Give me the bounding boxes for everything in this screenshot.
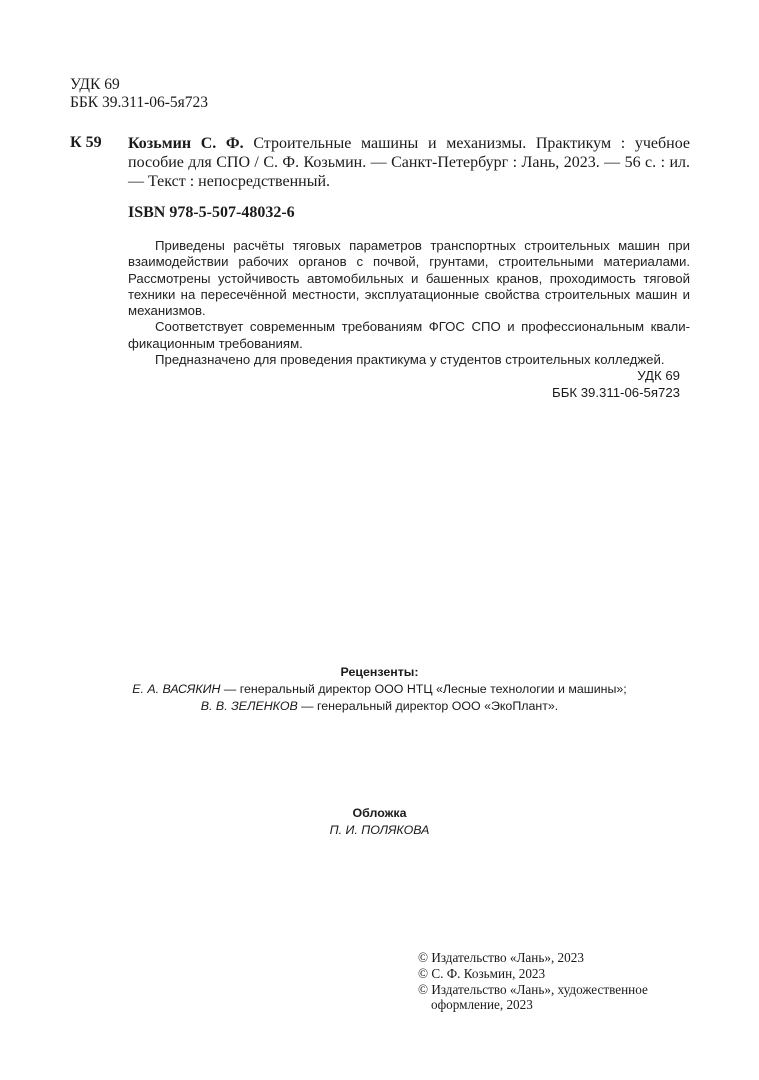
annotation [128, 238, 690, 368]
reviewers-block [0, 664, 759, 715]
annotation-paragraph: Предназначено для проведения практикума у студентов строительных колледжей. [155, 352, 665, 368]
cover-designer: П. И. ПОЛЯКОВА [329, 823, 430, 837]
top-classification [70, 76, 208, 112]
reviewer-line [0, 681, 759, 698]
reviewer-name: В. В. ЗЕЛЕНКОВ [200, 699, 298, 713]
annotation-paragraph: Соответствует современным требованиям ФГОС СПО и профессиональным квали-фикационным требованиям. [128, 319, 690, 351]
author-mark: К 59 [70, 134, 102, 151]
copyright-block [418, 950, 698, 1013]
annotation-paragraph: Приведены расчёты тяговых параметров транспортных строительных машин при взаимодействии рабочих органов с почвой, грунтами, строительными материалами. Рассмотрены устойчивость автомобильных и башенных кранов, проходимость тяговой техники на пересечённой местности, эксплуатационные свойства строительных машин и механизмов. [128, 238, 690, 319]
entry-author: Козьмин С. Ф. [128, 135, 244, 152]
copyright-line: © С. Ф. Козьмин, 2023 [418, 965, 546, 981]
cover-heading: Обложка [352, 806, 407, 820]
bbk-code: ББК 39.311-06-5я723 [552, 385, 680, 400]
reviewer-name: Е. А. ВАСЯКИН [132, 682, 221, 696]
udk-code: УДК 69 [70, 76, 120, 93]
isbn: ISBN 978-5-507-48032-6 [128, 204, 295, 221]
copyright-line: © Издательство «Лань», 2023 [418, 950, 584, 965]
bottom-classification [552, 367, 680, 401]
reviewer-role: — генеральный директор ООО НТЦ «Лесные технологии и машины»; [220, 682, 627, 696]
bbk-code: ББК 39.311-06-5я723 [70, 94, 209, 111]
entry-description: Строительные машины и механизмы. Практикум : учебное пособие для СПО / С. Ф. Козьмин. — Санкт-Петербург : Лань, 2023. — 56 с. : ил. — Текст : непосредственный. [128, 135, 691, 190]
copyright-line: © Издательство «Лань», художественное оформление, 2023 [418, 981, 648, 1013]
catalog-entry [128, 134, 690, 191]
cover-block [0, 805, 759, 839]
udk-code: УДК 69 [637, 368, 680, 383]
reviewer-role: — генеральный директор ООО «ЭкоПлант». [297, 699, 559, 713]
reviewers-heading: Рецензенты: [340, 665, 419, 679]
reviewer-line [0, 698, 759, 715]
